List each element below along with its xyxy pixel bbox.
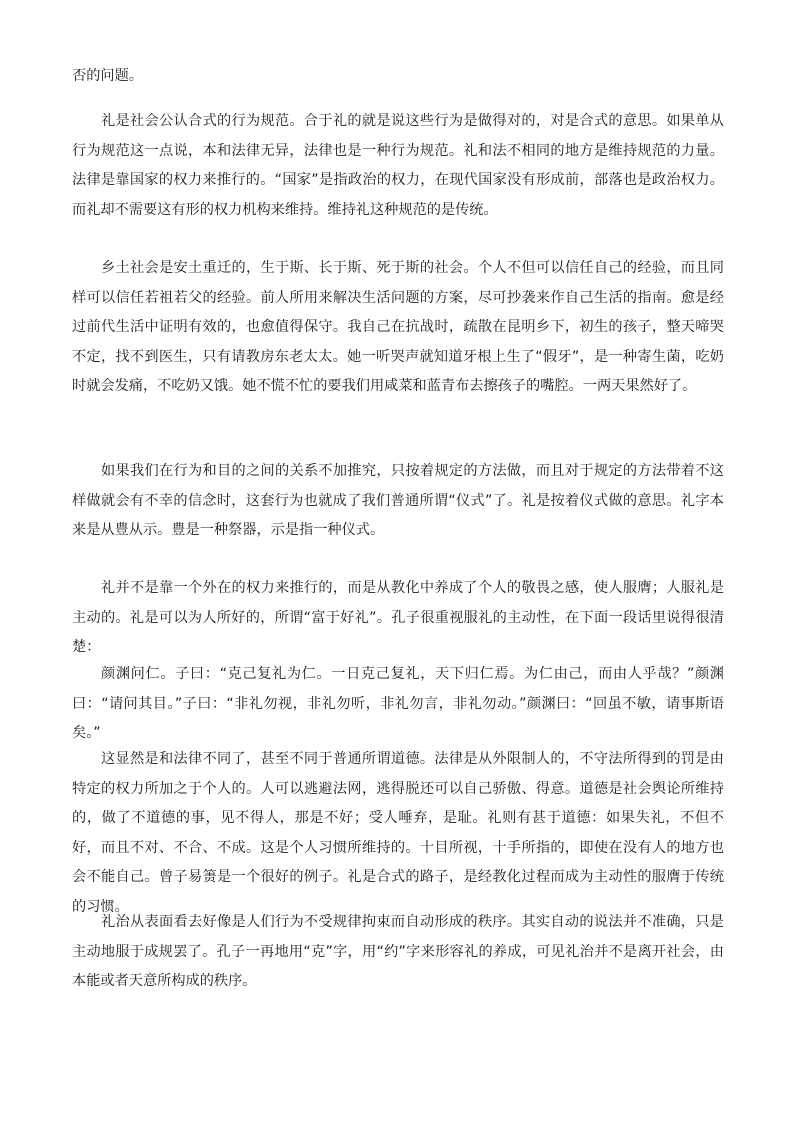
paragraph-rule-of-rites: 礼治从表面看去好像是人们行为不受规律拘束而自动形成的秩序。其实自动的说法并不准确，只是主动地服于成规罢了。孔子一再地用“克”字，用“约”字来形容礼的养成，可见礼治并不是离开社会，由本能或者天意所构成的秩序。 xyxy=(72,914,724,989)
paragraph-quotation: 颜渊问仁。子曰：“克己复礼为仁。一日克己复礼，天下归仁焉。为仁由己，而由人乎哉？”颜渊曰：“请问其目。”子曰：“非礼勿视，非礼勿听，非礼勿言，非礼勿动。”颜渊曰：“回虽不敏，请事斯语矣。” xyxy=(72,666,724,741)
paragraph-li-definition: 礼是社会公认合式的行为规范。合于礼的就是说这些行为是做得对的，对是合式的意思。如果单从行为规范这一点说，本和法律无异，法律也是一种行为规范。礼和法不相同的地方是维持规范的力量。法律是靠国家的权力来推行的。“国家”是指政治的权力，在现代国家没有形成前，部落也是政治权力。而礼却不需要这有形的权力机构来维持。维持礼这种规范的是传统。 xyxy=(72,113,724,218)
paragraph-rural-society: 乡土社会是安土重迁的，生于斯、长于斯、死于斯的社会。个人不但可以信任自己的经验，而且同样可以信任若祖若父的经验。前人所用来解决生活问题的方案，尽可抄袭来作自己生活的指南。愈是经过前代生活中证明有效的，也愈值得保守。我自己在抗战时，疏散在昆明乡下，初生的孩子，整天啼哭不定，找不到医生，只有请教房东老太太。她一听哭声就知道牙根上生了“假牙”，是一种寄生菌，吃奶时就会发痛，不吃奶又饿。她不慌不忙的要我们用咸菜和蓝青布去擦孩子的嘴腔。一两天果然好了。 xyxy=(72,260,724,394)
paragraph-law-and-morality: 这显然是和法律不同了，甚至不同于普通所谓道德。法律是从外限制人的，不守法所得到的罚是由特定的权力所加之于个人的。人可以逃避法网，逃得脱还可以自己骄傲、得意。道德是社会舆论所维持的，做了不道德的事，见不得人，那是不好；受人唾弃，是耻。礼则有甚于道德：如果失礼，不但不好，而且不对、不合、不成。这是个人习惯所维持的。十目所视，十手所指的，即使在没有人的地方也会不能自己。曾子易箦是一个很好的例子。礼是合式的路子，是经教化过程而成为主动性的服膺于传统的习惯。 xyxy=(72,751,724,915)
paragraph-ritual: 如果我们在行为和目的之间的关系不加推究，只按着规定的方法做，而且对于规定的方法带着不这样做就会有不幸的信念时，这套行为也就成了我们普通所谓“仪式”了。礼是按着仪式做的意思。礼字本来是从豊从示。豊是一种祭器，示是指一种仪式。 xyxy=(72,463,724,538)
paragraph-continuation: 否的问题。 xyxy=(72,68,143,84)
paragraph-education: 礼并不是靠一个外在的权力来推行的，而是从教化中养成了个人的敬畏之感，使人服膺；人服礼是主动的。礼是可以为人所好的，所谓“富于好礼”。孔子很重视服礼的主动性，在下面一段话里说得很清楚： xyxy=(72,580,724,655)
